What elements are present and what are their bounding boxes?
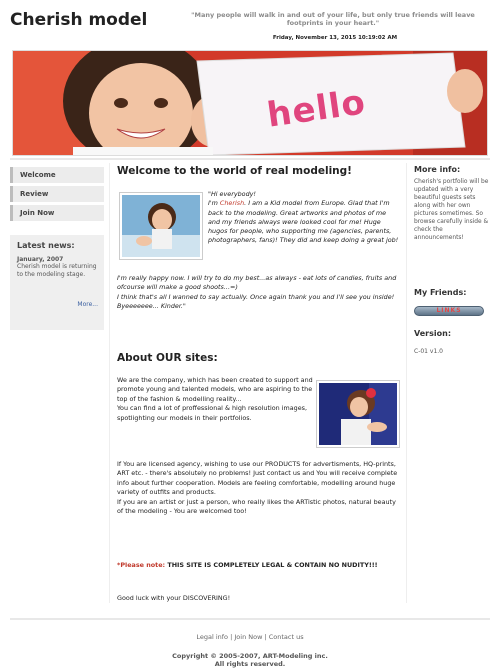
main-content (117, 163, 400, 602)
latest-news-date: January, 2007 (17, 256, 64, 263)
version-value: C-01 v1.0 (414, 348, 443, 355)
footer-join-now-link[interactable]: Join Now (234, 633, 263, 641)
header-datetime: Friday, November 13, 2015 10:19:02 AM (272, 35, 398, 41)
footer-contact-us-link[interactable]: Contact us (268, 633, 304, 641)
intro-paragraph-3: I think that's all I wanned to say actually. Once again thank you and I'll see you inside! (117, 292, 395, 301)
header-divider (10, 158, 490, 160)
right-sidebar (414, 165, 492, 355)
intro-greeting: "Hi everybody! (208, 190, 256, 198)
footer-legal-info-link[interactable]: Legal info (196, 633, 229, 641)
about-paragraph-4: If you are an artist or just a person, who really likes the ARTistic photos, natural beauty of the modeling - You are welcomed too! (117, 497, 396, 516)
model-photo-1[interactable] (119, 192, 203, 260)
model-photo-1-image (122, 195, 200, 257)
intro-paragraph-1 (208, 199, 400, 245)
copyright-line-2: All rights reserved. (214, 660, 286, 668)
latest-news-more-link[interactable]: More... (77, 301, 98, 308)
footer-separator: | (228, 633, 235, 641)
my-friends-heading: My Friends: (414, 288, 467, 297)
good-luck-text: Good luck with your DISCOVERING! (117, 594, 231, 602)
latest-news-title: Latest news: (17, 241, 75, 250)
nav-item-join-now[interactable]: Join Now (10, 205, 104, 221)
left-nav (10, 167, 104, 224)
left-column-divider (109, 163, 110, 603)
site-title[interactable]: Cherish model (10, 10, 148, 30)
latest-news-box (10, 235, 104, 330)
banner-hello-text: hello (264, 82, 369, 136)
nav-item-review[interactable]: Review (10, 186, 104, 202)
header-banner (12, 50, 488, 156)
footer-divider (10, 618, 490, 620)
intro-name: Cherish (219, 199, 245, 208)
nav-item-welcome[interactable]: Welcome (10, 167, 104, 183)
about-paragraph-3: If You are licensed agency, wishing to use our PRODUCTS for advertisments, HQ-prints, ART etc. - there's absolutely no problems! Just contact us and You will receive complete info about further cooperation. Models are feeling comfortable, modelling around huge variety of outfits and products. (117, 460, 398, 497)
intro-paragraph-2: I'm really happy now. I will try to do my best...as always - eat lots of candies, fruits and ofcourse will make a good shoots...=) (117, 274, 397, 292)
intro-paragraph-4: Byeeeeeee... Kinder." (117, 301, 186, 310)
legal-note (117, 561, 400, 570)
intro-im: I'm (208, 199, 220, 208)
more-info-heading: More info: (414, 165, 461, 174)
links-button[interactable]: LINKS (414, 306, 484, 316)
model-photo-2-image (319, 383, 397, 445)
legal-note-label: *Please note: (117, 561, 166, 569)
banner-image (13, 51, 488, 156)
legal-note-text: THIS SITE IS COMPLETELY LEGAL & CONTAIN NO NUDITY!!! (165, 561, 378, 569)
copyright-line-1: Copyright © 2005-2007, ART-Modeling inc. (172, 652, 328, 660)
version-heading: Version: (414, 329, 452, 338)
copyright (0, 652, 500, 668)
about-heading: About OUR sites: (117, 352, 218, 364)
header-quote: "Many people will walk in and out of your life, but only true friends will leave footprints in your heart." (191, 11, 475, 27)
model-photo-2[interactable] (316, 380, 400, 448)
footer-separator: | (262, 633, 269, 641)
intro-p1: . I am a Kid model from Europe. Glad that I'm back to the modeling. Great artworks and photos of me and my friends always were looked cool for me! Huge hugos for people, who supporting me (agencies, parents, photographers, fans)! They did and keep doing a great job! (208, 199, 399, 245)
more-info-text: Cherish's portfolio will be updated with a very beautiful guests sets along with her own pictures sometimes. So browse carefully inside & check the announcements! (414, 179, 489, 241)
welcome-heading: Welcome to the world of real modeling! (117, 165, 352, 177)
right-column-divider (406, 163, 407, 603)
footer-links (0, 633, 500, 641)
about-text (117, 376, 313, 423)
about-paragraph-1: We are the company, which has been created to support and promote young and talented models, who are aspiring to the top of the fashion & modelling reality... (117, 376, 313, 403)
latest-news-text: Cherish model is returning to the modeling stage. (17, 263, 97, 278)
intro-text-continued (117, 274, 400, 311)
intro-text (208, 190, 400, 246)
about-text-continued (117, 460, 400, 516)
about-paragraph-2: You can find a lot of proffessional & high resolution images, spotlighting our models in their portfolios. (117, 404, 307, 422)
